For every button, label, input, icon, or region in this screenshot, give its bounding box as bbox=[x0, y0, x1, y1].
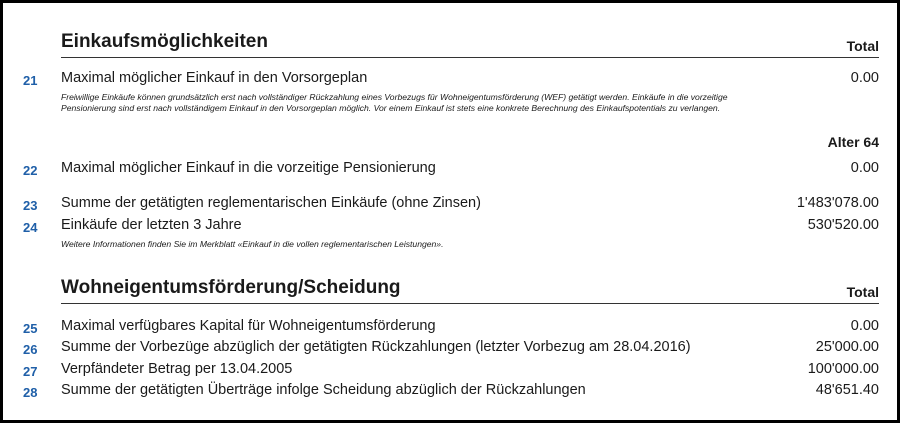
row-number: 25 bbox=[23, 321, 38, 336]
row-value: 1'483'078.00 bbox=[796, 195, 879, 211]
row-number: 24 bbox=[23, 220, 38, 235]
table-row bbox=[3, 70, 897, 90]
total-column-label: Total bbox=[846, 284, 879, 300]
row-number: 26 bbox=[23, 342, 38, 357]
row-label: Maximal möglicher Einkauf in den Vorsorgeplan bbox=[61, 70, 368, 86]
total-column-label: Total bbox=[846, 38, 879, 54]
footnote-line: Freiwillige Einkäufe können grundsätzlich erst nach vollständiger Rückzahlung eines Vorbezugs für Wohneigentumsförderung (WEF) getätigt werden. Einkäufe in die vorzeitige bbox=[61, 92, 728, 102]
row-number: 28 bbox=[23, 385, 38, 400]
row-number: 23 bbox=[23, 198, 38, 213]
table-row bbox=[3, 318, 897, 338]
table-row bbox=[3, 195, 897, 215]
table-row bbox=[3, 160, 897, 180]
row-value: 25'000.00 bbox=[815, 339, 879, 355]
row-value: 0.00 bbox=[850, 160, 879, 176]
row-number: 27 bbox=[23, 364, 38, 379]
row-label: Maximal möglicher Einkauf in die vorzeitige Pensionierung bbox=[61, 160, 436, 176]
row-label: Maximal verfügbares Kapital für Wohneigentumsförderung bbox=[61, 318, 436, 334]
row-label: Summe der Vorbezüge abzüglich der getätigten Rückzahlungen (letzter Vorbezug am 28.04.2016) bbox=[61, 339, 691, 355]
footnote bbox=[61, 239, 881, 250]
footnote bbox=[61, 92, 881, 114]
row-value: 48'651.40 bbox=[815, 382, 879, 398]
row-number: 22 bbox=[23, 163, 38, 178]
row-value: 0.00 bbox=[850, 70, 879, 86]
age-column-label: Alter 64 bbox=[827, 134, 879, 150]
row-value: 100'000.00 bbox=[807, 361, 879, 377]
footnote-line: Weitere Informationen finden Sie im Merkblatt «Einkauf in die vollen reglementarischen Leistungen». bbox=[61, 239, 444, 249]
row-label: Verpfändeter Betrag per 13.04.2005 bbox=[61, 361, 293, 377]
row-label: Summe der getätigten reglementarischen Einkäufe (ohne Zinsen) bbox=[61, 195, 481, 211]
section-title: Wohneigentumsförderung/Scheidung bbox=[61, 277, 401, 298]
section-header-wohneigentum bbox=[61, 277, 879, 304]
row-value: 0.00 bbox=[850, 318, 879, 334]
table-row bbox=[3, 382, 897, 402]
section-header-einkauf bbox=[61, 31, 879, 58]
row-label: Einkäufe der letzten 3 Jahre bbox=[61, 217, 242, 233]
table-row bbox=[3, 217, 897, 237]
row-label: Summe der getätigten Überträge infolge Scheidung abzüglich der Rückzahlungen bbox=[61, 382, 586, 398]
footnote-line: Pensionierung sind erst nach vollständigem Einkauf in den Vorsorgeplan möglich. Vor einem Einkauf ist stets eine konkrete Berechnung des Einkaufspotentials zu verlangen. bbox=[61, 103, 721, 113]
table-row bbox=[3, 361, 897, 381]
table-row bbox=[3, 339, 897, 359]
section-title: Einkaufsmöglichkeiten bbox=[61, 31, 268, 52]
row-value: 530'520.00 bbox=[807, 217, 879, 233]
row-number: 21 bbox=[23, 73, 38, 88]
